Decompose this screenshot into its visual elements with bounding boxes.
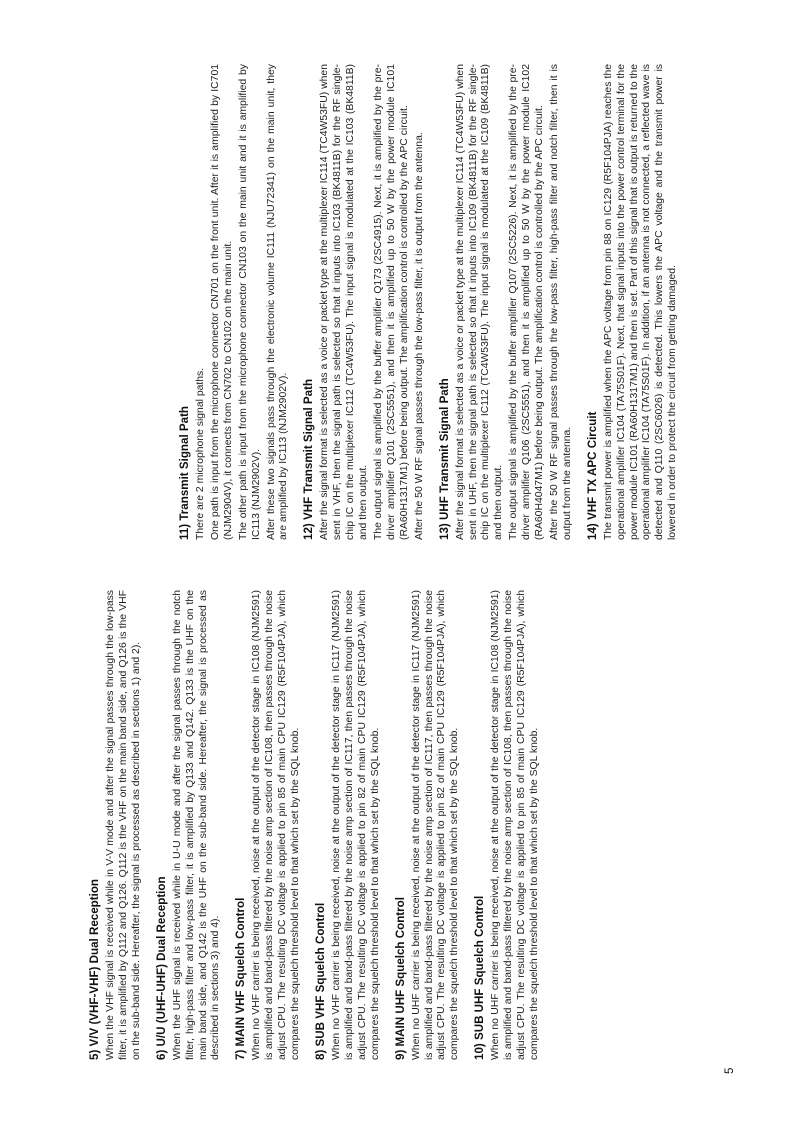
section-14-vhf-tx-apc-circuit — [586, 64, 680, 540]
section-paragraph: After the 50 W RF signal passes through the low-pass filter, it is output from the antenna. — [413, 132, 425, 540]
section-paragraph: The output signal is amplified by the buffer amplifier Q107 (2SC5226). Next, it is amplified by the pre-driver amplifier Q106 (2SC5551), and then it is amplified up to 50 W by the power module IC102 (RA60H4047M1) before being output. The amplification control is controlled by the APC circuit. — [508, 64, 546, 540]
column-sections-5-10 — [88, 590, 553, 1060]
section-9-main-uhf-squelch — [394, 590, 463, 1060]
section-paragraph: After the 50 W RF signal passes through the low-pass filter, high-pass filter and notch filter, then it is output from the antenna. — [548, 64, 573, 540]
section-6-uu-dual-reception — [155, 590, 224, 1060]
section-heading: 11) Transmit Signal Path — [178, 405, 191, 540]
section-paragraph: When no UHF carrier is being received, noise at the output of the detector stage in IC117 (NJM2591) is amplified and band-pass filtered by the noise amp section of IC117, then passes through the noise adjust CPU. The resulting DC voltage is applied to pin 82 of main CPU IC129 (R5F104PJA), which compares the squelch threshold level to that which set by the SQL knob. — [410, 590, 461, 1060]
section-paragraph: When no VHF carrier is being received, noise at the output of the detector stage in IC108 (NJM2591) is amplified and band-pass filtered by the noise amp section of IC108, then passes through the noise adjust CPU. The resulting DC voltage is applied to pin 85 of main CPU IC129 (R5F104PJA), which compares the squelch threshold level to that which set by the SQL knob. — [251, 590, 302, 1060]
section-paragraph: When the VHF signal is received while in V-V mode and after the signal passes through the low-pass filter, it is amplified by Q112 and Q126. Q112 is the VHF on the main band side, and Q126 is the VHF on the sub-band side. Hereafter, the signal is processed as described in sections 1) and 2). — [105, 590, 142, 1060]
section-heading: 5) V/V (VHF-VHF) Dual Reception — [88, 878, 101, 1060]
section-heading: 6) U/U (UHF-UHF) Dual Reception — [154, 876, 168, 1060]
section-paragraph: After these two signals pass through the electronic volume IC111 (NJU72341) on the main unit, they are amplified by IC113 (NJM2902V). — [265, 64, 290, 540]
section-heading: 10) SUB UHF Squelch Control — [473, 895, 487, 1060]
section-11-transmit-signal-path — [178, 64, 291, 540]
column-sections-11-14 — [178, 64, 691, 540]
section-heading: 8) SUB VHF Squelch Control — [313, 902, 327, 1060]
section-10-sub-uhf-squelch — [473, 590, 542, 1060]
section-heading: 14) VHF TX APC Circuit — [585, 411, 599, 540]
section-paragraph: After the signal format is selected as a voice or packet type at the multiplexer IC114 (TC4W53FU) when sent in UHF, then the signal path is selected so that it inputs into IC109 (BK4811B) for the RF single-chip IC on the multiplexer IC112 (TC4W53FU). The input signal is modulated at the IC109 (BK4811B) and then output. — [454, 64, 505, 540]
section-7-main-vhf-squelch — [234, 590, 303, 1060]
section-paragraph: After the signal format is selected as a voice or packet type at the multiplexer IC114 (TC4W53FU) when sent in VHF, then the signal path is selected so that it inputs into IC103 (BK4811B) for the RF single-chip IC on the multiplexer IC112 (TC4W53FU). The input signal is modulated at the IC103 (BK4811B) and then output. — [319, 64, 370, 540]
section-heading: 7) MAIN VHF Squelch Control — [234, 897, 248, 1060]
section-13-uhf-transmit-signal-path — [438, 64, 575, 540]
section-paragraph: The output signal is amplified by the buffer amplifier Q173 (2SC4915). Next, it is amplified by the pre-driver amplifier Q101 (2SC5551), and then it is amplified up to 50 W by the power module IC101 (RA60H1317M1) before being output. The amplification control is controlled by the APC circuit. — [372, 64, 410, 540]
section-paragraph: When no UHF carrier is being received, noise at the output of the detector stage in IC108 (NJM2591) is amplified and band-pass filtered by the noise amp section of IC108, then passes through the noise adjust CPU. The resulting DC voltage is applied to pin 85 of main CPU IC129 (R5F104PJA), which compares the squelch threshold level to that which set by the SQL knob. — [490, 590, 540, 1060]
section-paragraph: The other path is input from the microphone connector CN103 on the main unit and it is amplified by IC113 (NJM2902V). — [237, 64, 262, 540]
section-heading: 13) UHF Transmit Signal Path — [437, 378, 451, 540]
section-5-vv-dual-reception — [88, 590, 144, 1060]
section-paragraph: When no VHF carrier is being received, noise at the output of the detector stage in IC117 (NJM2591) is amplified and band-pass filtered by the noise amp section of IC117, then passes through the noise adjust CPU. The resulting DC voltage is applied to pin 82 of main CPU IC129 (R5F104PJA), which compares the squelch threshold level to that which set by the SQL knob. — [330, 590, 381, 1060]
section-12-vhf-transmit-signal-path — [302, 64, 426, 540]
page-number: 5 — [724, 1067, 736, 1074]
section-paragraph: When the UHF signal is received while in U-U mode and after the signal passes through the notch filter, high-pass filter and low-pass filter, it is amplified by Q133 and Q142. Q133 is the UHF on the main band side, and Q142 is the UHF on the sub-band side. Hereafter, the signal is processed as described in sections 3) and 4). — [171, 590, 222, 1060]
section-paragraph: The transmit power is amplified when the APC voltage from pin 88 on IC129 (R5F104PJA) reaches the operational amplifier IC104 (TA75S01F). Next, that signal inputs into the power control terminal for the power module IC101 (RA60H1317M1) and then is set. Part of this signal that is output is returned to the operational amplifier IC104 (TA75S01F). In addition, if an antenna is not connected, a reflected wave is detected and Q110 (2SC6026) is detected. This lowers the APC voltage and the transmit power is lowered in order to protect the circuit from getting damaged. — [602, 64, 679, 540]
section-heading: 9) MAIN UHF Squelch Control — [393, 897, 407, 1060]
section-paragraph: One path is input from the microphone connector CN701 on the front unit. After it is amplified by IC701 (NJM2904V), it connects from CN702 to CN102 on the main unit. — [209, 64, 234, 540]
section-paragraph: There are 2 microphone signal paths. — [195, 367, 206, 540]
section-heading: 12) VHF Transmit Signal Path — [302, 378, 316, 540]
section-8-sub-vhf-squelch — [314, 590, 383, 1060]
